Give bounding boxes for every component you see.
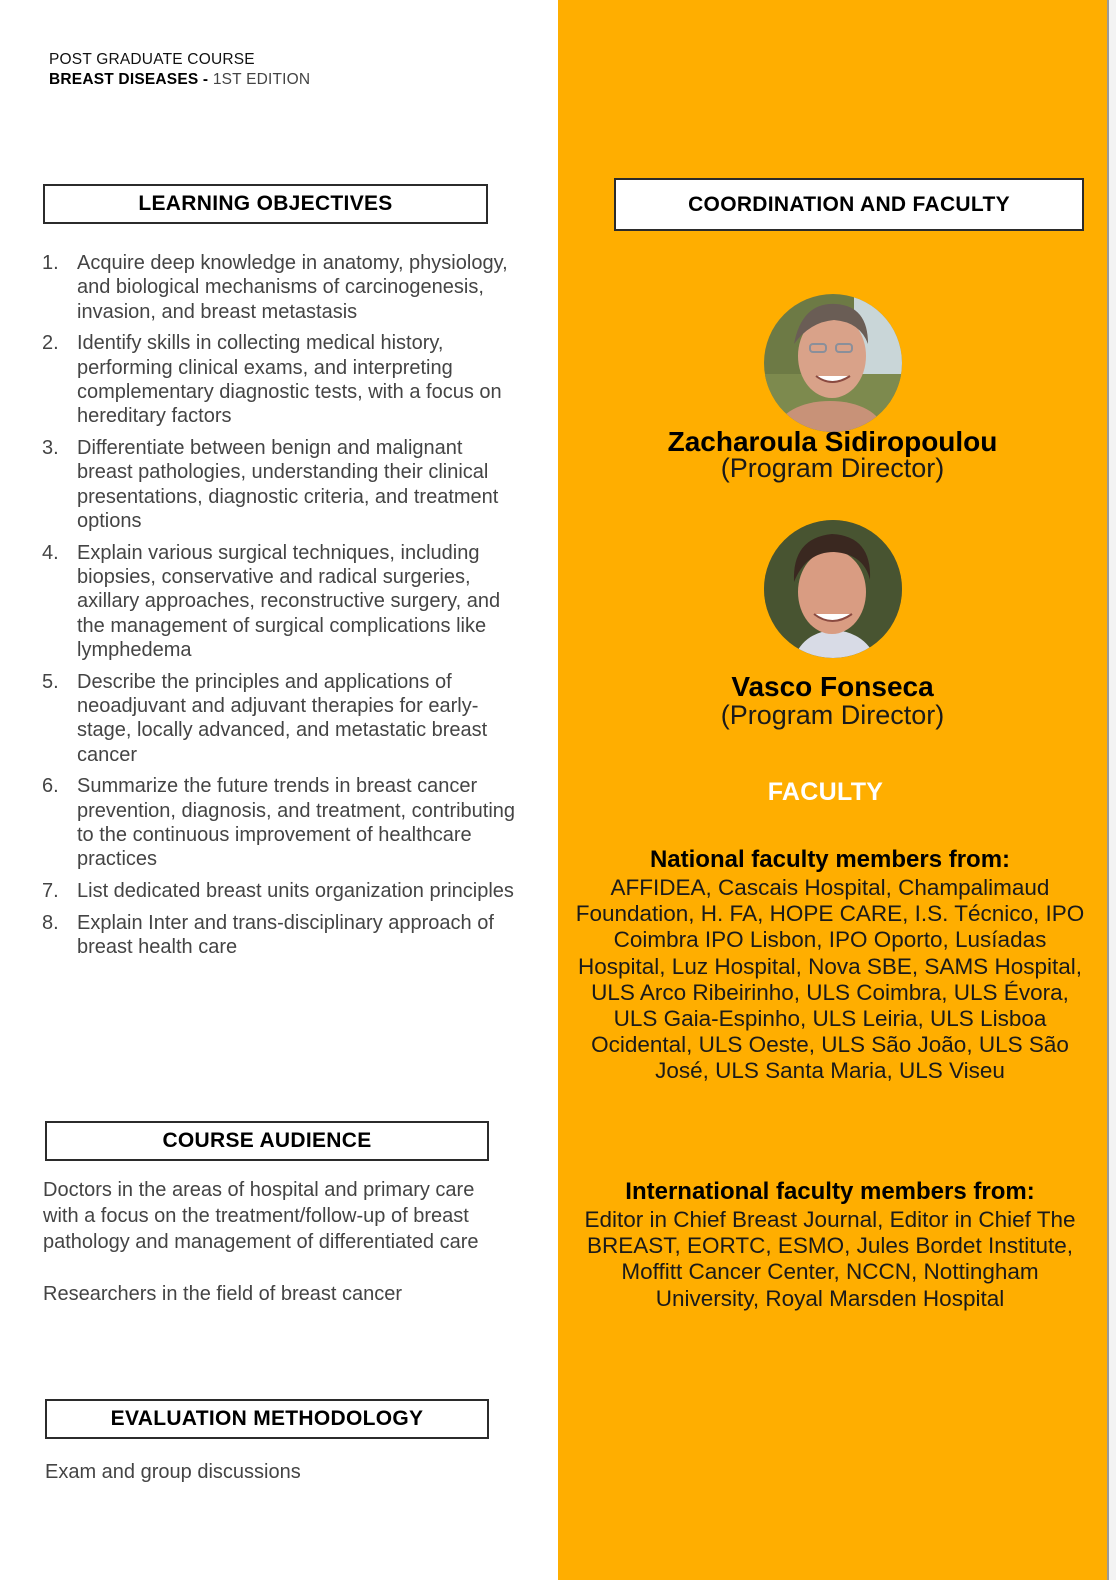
course-edition: 1ST EDITION [212, 71, 311, 88]
objective-number: 1. [42, 252, 59, 274]
objective-text: List dedicated breast units organization principles [77, 880, 514, 903]
course-type: POST GRADUATE COURSE [49, 51, 255, 68]
evaluation-text: Exam and group discussions [45, 1461, 301, 1483]
learning-objectives-list [42, 251, 522, 967]
page-edge [1107, 0, 1116, 1580]
director-role: (Program Director) [720, 700, 945, 730]
national-faculty [572, 845, 1088, 1085]
director-name: Vasco Fonseca [731, 671, 934, 702]
director-card [558, 294, 1107, 483]
objective-number: 8. [42, 911, 59, 934]
national-faculty-heading: National faculty members from: [649, 846, 1011, 873]
objective-item [42, 911, 522, 960]
course-audience-text [43, 1177, 513, 1333]
objective-item [42, 331, 522, 428]
course-name: BREAST DISEASES - [49, 71, 209, 88]
course-title-line [49, 70, 310, 90]
director-photo [764, 294, 902, 432]
international-faculty-list: Editor in Chief Breast Journal, Editor in Chief The BREAST, EORTC, ESMO, Jules Bordet Institute, Moffitt Cancer Center, NCCN, Nottingham University, Royal Marsden Hospital [584, 1207, 1076, 1311]
objective-text: Describe the principles and applications of neoadjuvant and adjuvant therapies for early-stage, locally advanced, and metastatic breast cancer [77, 670, 488, 766]
portrait-photo-icon [764, 294, 902, 432]
objective-item [42, 670, 522, 767]
objective-number: 7. [42, 880, 59, 903]
coordination-faculty-heading: COORDINATION AND FACULTY [614, 178, 1084, 231]
objective-text: Explain Inter and trans-disciplinary approach of breast health care [77, 911, 494, 959]
audience-paragraph: Researchers in the field of breast cancer [43, 1283, 403, 1305]
course-header [49, 50, 310, 90]
objective-item [42, 436, 522, 533]
learning-objectives-heading: LEARNING OBJECTIVES [43, 184, 488, 224]
objective-item [42, 251, 522, 324]
international-faculty-heading: International faculty members from: [625, 1178, 1035, 1205]
objective-item [42, 541, 522, 662]
director-card [558, 520, 1107, 730]
objective-text: Summarize the future trends in breast cancer prevention, diagnosis, and treatment, contributing to the continuous improvement of healthcare practices [77, 775, 516, 871]
faculty-title: FACULTY [767, 778, 884, 806]
objective-number: 3. [42, 437, 59, 460]
objective-text: Differentiate between benign and malignant breast pathologies, understanding their clinical presentations, diagnostic criteria, and treatment options [77, 437, 499, 532]
evaluation-methodology-heading: EVALUATION METHODOLOGY [45, 1399, 489, 1439]
portrait-photo-icon [764, 520, 902, 658]
director-photo [764, 520, 902, 658]
national-faculty-list: AFFIDEA, Cascais Hospital, Champalimaud Foundation, H. FA, HOPE CARE, I.S. Técnico, IPO Coimbra IPO Lisbon, IPO Oporto, Lusíadas Hospital, Luz Hospital, Nova SBE, SAMS Hospital, ULS Arco Ribeirinho, ULS Coimbra, ULS Évora, ULS Gaia-Espinho, ULS Leiria, ULS Lisboa Ocidental, ULS Oeste, ULS São João, ULS São José, ULS Santa Maria, ULS Viseu [575, 875, 1085, 1084]
director-name: Zacharoula Sidiropoulou [667, 426, 998, 457]
objective-text: Identify skills in collecting medical history, performing clinical exams, and interpreting complementary diagnostic tests, with a focus on hereditary factors [77, 332, 502, 428]
course-audience-heading: COURSE AUDIENCE [45, 1121, 489, 1161]
objective-text: Explain various surgical techniques, including biopsies, conservative and radical surgeries, axillary approaches, reconstructive surgery, and the management of surgical complications like lymphedema [77, 541, 501, 661]
objective-number: 6. [42, 775, 59, 798]
international-faculty [572, 1177, 1088, 1312]
objective-number: 5. [42, 670, 59, 693]
objective-number: 2. [42, 332, 59, 355]
objective-item [42, 774, 522, 871]
objective-number: 4. [42, 541, 59, 564]
director-role: (Program Director) [720, 453, 945, 483]
objective-text: Acquire deep knowledge in anatomy, physiology, and biological mechanisms of carcinogenesis, invasion, and breast metastasis [77, 252, 508, 323]
audience-paragraph: Doctors in the areas of hospital and primary care with a focus on the treatment/follow-up of breast pathology and management of differentiated care [43, 1179, 479, 1253]
objective-item [42, 879, 522, 903]
